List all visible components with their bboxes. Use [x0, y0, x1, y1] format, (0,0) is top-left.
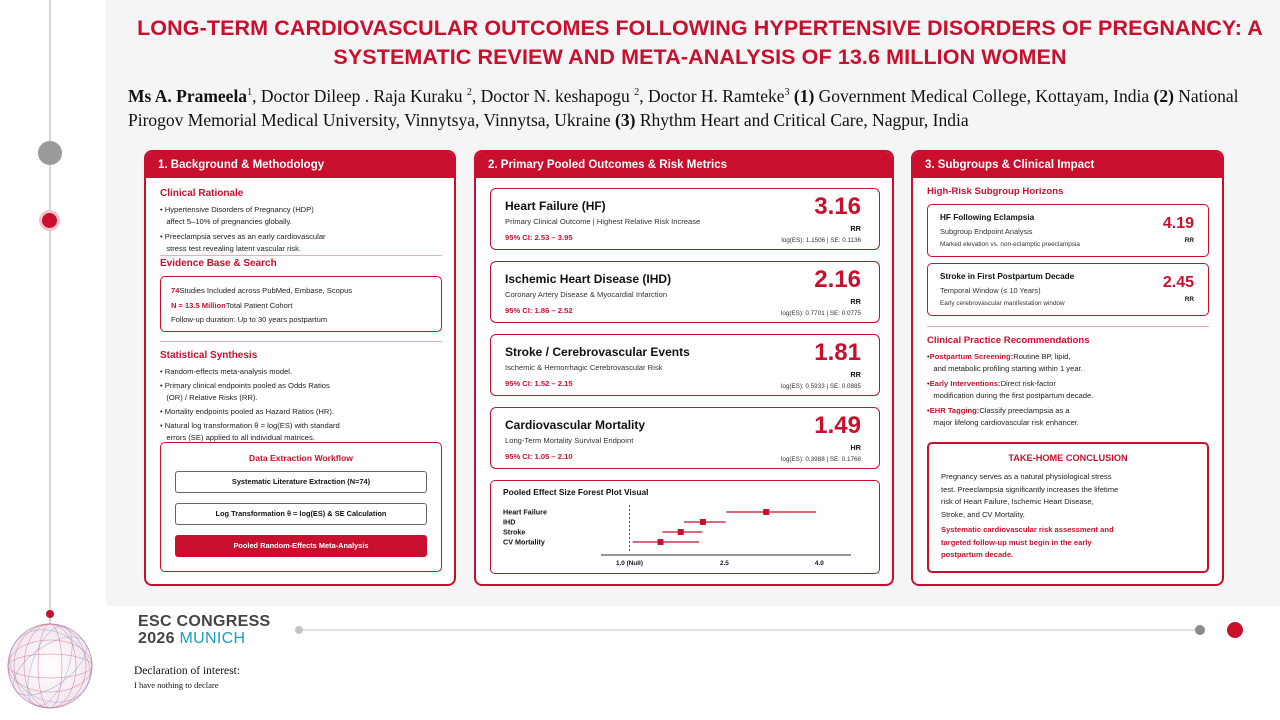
data-extraction-workflow [160, 442, 442, 572]
synthesis-bullet-2: • Primary clinical endpoints pooled as Odds Ratios (OR) / Relative Risks (RR). [160, 381, 330, 402]
workflow-title: Data Extraction Workflow [249, 453, 353, 463]
forest-point-estimate [678, 529, 684, 535]
cohort-size: N ≈ 13.5 MillionTotal Patient Cohort [171, 301, 293, 310]
forest-tick-label: 4.0 [814, 560, 824, 567]
outcome-subtitle: Long-Term Mortality Survival Endpoint [505, 436, 634, 445]
subgroup-title: High-Risk Subgroup Horizons [927, 186, 1064, 197]
forest-row-label: IHD [503, 517, 516, 527]
forest-point-estimate [700, 519, 706, 525]
outcome-value: 1.81 [814, 339, 861, 366]
forest-plot [491, 481, 879, 573]
declaration-text: I have nothing to declare [134, 680, 219, 690]
footer-progress-line [298, 629, 1200, 631]
column-header: 1. Background & Methodology [146, 152, 454, 178]
outcome-subtitle: Ischemic & Hemorrhagic Cerebrovascular Risk [505, 363, 663, 372]
outcome-name: Cardiovascular Mortality [505, 418, 646, 432]
conclusion-call-to-action: Systematic cardiovascular risk assessment and targeted follow-up must begin in the early postpartum decade. [941, 525, 1114, 559]
subgroups-impact-column [911, 150, 1224, 586]
synthesis-bullet-3: • Mortality endpoints pooled as Hazard Ratios (HR). [160, 407, 335, 416]
recommendation-postpartum-screening: •Postpartum Screening:Routine BP, lipid, and metabolic profiling starting within 1 year. [927, 352, 1083, 373]
forest-tick-label: 1.0 (Null) [615, 560, 643, 567]
forest-plot-panel [490, 480, 880, 574]
outcome-log-se: log(ES): 0.7701 | SE: 0.0775 [780, 310, 861, 317]
outcome-log-se: log(ES): 0.3988 | SE: 0.1768 [780, 456, 861, 463]
synthesis-bullet-4: • Natural log transformation θ = log(ES) with standard errors (SE) applied to all individual matrices. [160, 421, 340, 442]
subgroup-note: Early cerebrovascular manifestation window [940, 300, 1065, 307]
statistical-synthesis-title: Statistical Synthesis [160, 350, 258, 361]
subgroup-unit: RR [1184, 237, 1194, 244]
outcome-log-se: log(ES): 0.5933 | SE: 0.0885 [780, 383, 861, 390]
outcome-unit: RR [850, 297, 861, 306]
outcome-card-heart-failure [490, 188, 880, 250]
evidence-base-title: Evidence Base & Search [160, 258, 277, 269]
subgroup-value: 4.19 [1162, 215, 1194, 232]
studies-count: 74Studies Included across PubMed, Embase, Scopus [171, 286, 353, 295]
primary-outcomes-column [474, 150, 894, 586]
congress-year-city: 2026 MUNICH [138, 630, 246, 647]
outcome-log-se: log(ES): 1.1506 | SE: 0.1136 [781, 237, 861, 244]
subgroup-name: Stroke in First Postpartum Decade [940, 272, 1075, 281]
timeline-dot-small [46, 610, 54, 618]
outcome-card-cv-mortality [490, 407, 880, 469]
authors-line: Ms A. Prameela$^1$, Doctor Dileep . Raja Kuraku $^2$, Doctor N. keshapogu $^2$, Doctor H. Ramteke$^3$ (1) Government Medical College, Kottayam, India (2) National Pirogov Memorial Medical University, Vinnytsya, Vinnytsa, Ukraine (3) Rhythm Heart and Critical Care, Nagpur, India [128, 86, 1239, 130]
conclusion-title: TAKE-HOME CONCLUSION [1008, 453, 1128, 463]
subgroup-unit: RR [1184, 296, 1194, 303]
esc-congress-logo [138, 613, 271, 647]
subgroup-card-stroke-decade [927, 263, 1209, 316]
subgroup-subtitle: Subgroup Endpoint Analysis [940, 227, 1033, 236]
forest-row-label: CV Mortality [503, 537, 545, 547]
forest-point-estimate [657, 539, 663, 545]
forest-plot-title: Pooled Effect Size Forest Plot Visual [503, 487, 649, 497]
outcome-subtitle: Coronary Artery Disease & Myocardial Infarction [505, 290, 668, 299]
footer-dot-start [295, 626, 303, 634]
outcome-ci: 95% CI: 1.52 – 2.15 [505, 379, 573, 388]
divider [160, 341, 442, 342]
forest-point-estimate [763, 509, 769, 515]
outcome-ci: 95% CI: 1.86 – 2.52 [505, 306, 573, 315]
declaration-title: Declaration of interest: [134, 665, 241, 677]
outcome-card-stroke [490, 334, 880, 396]
outcome-card-ihd [490, 261, 880, 323]
outcome-unit: HR [850, 443, 861, 452]
globe-icon [6, 622, 94, 710]
outcome-value: 3.16 [814, 193, 861, 220]
workflow-step-log-transform: Log Transformation θ = log(ES) & SE Calculation [175, 503, 427, 525]
rationale-bullet-1: • Hypertensive Disorders of Pregnancy (HDP) affect 5–10% of pregnancies globally. [160, 205, 314, 226]
column-header: 2. Primary Pooled Outcomes & Risk Metrics [476, 152, 892, 178]
outcome-name: Heart Failure (HF) [505, 199, 606, 213]
subgroup-value: 2.45 [1162, 274, 1194, 291]
outcome-ci: 95% CI: 2.53 – 3.95 [505, 233, 573, 242]
outcome-value: 2.16 [814, 266, 861, 293]
footer-dot-red [1227, 622, 1243, 638]
outcome-unit: RR [850, 224, 861, 233]
column-header: 3. Subgroups & Clinical Impact [913, 152, 1222, 178]
outcome-ci: 95% CI: 1.05 – 2.10 [505, 452, 573, 461]
recommendation-early-interventions: •Early Interventions:Direct risk-factor modification during the first postpartum decade. [927, 379, 1094, 400]
forest-row-label: Stroke [503, 527, 526, 537]
timeline-dot-active [42, 213, 57, 228]
subgroup-note: Marked elevation vs. non-eclamptic preeclampsia [940, 241, 1080, 248]
background-methodology-column [144, 150, 456, 586]
evidence-box [160, 276, 442, 332]
follow-up-duration: Follow-up duration: Up to 30 years postpartum [171, 315, 328, 324]
outcome-name: Ischemic Heart Disease (IHD) [505, 272, 672, 286]
congress-name: ESC CONGRESS [138, 613, 271, 630]
outcome-value: 1.49 [814, 412, 861, 439]
workflow-step-extraction: Systematic Literature Extraction (N=74) [175, 471, 427, 493]
subgroup-name: HF Following Eclampsia [940, 213, 1035, 222]
recommendations-title: Clinical Practice Recommendations [927, 335, 1090, 346]
take-home-conclusion [927, 442, 1209, 573]
poster-title: LONG-TERM CARDIOVASCULAR OUTCOMES FOLLOWING HYPERTENSIVE DISORDERS OF PREGNANCY: A SYSTEMATIC REVIEW AND META-ANALYSIS OF 13.6 MILLION WOMEN [137, 16, 1263, 69]
subgroup-card-hf-eclampsia [927, 204, 1209, 257]
footer-dot-gray [1195, 625, 1205, 635]
forest-tick-label: 2.5 [719, 560, 729, 567]
conclusion-text: Pregnancy serves as a natural physiological stress test. Preeclampsia significantly increases the lifetime risk of Heart Failure, Ischemic Heart Disease, Stroke, and CV Mortality. [941, 472, 1119, 519]
recommendation-ehr-tagging: •EHR Tagging:Classify preeclampsia as a major lifelong cardiovascular risk enhancer. [927, 406, 1079, 427]
forest-row-label: Heart Failure [503, 507, 547, 517]
outcome-unit: RR [850, 370, 861, 379]
subgroup-subtitle: Temporal Window (≤ 10 Years) [940, 286, 1041, 295]
divider [927, 326, 1209, 327]
timeline-line [49, 0, 51, 640]
rationale-bullet-2: • Preeclampsia serves as an early cardiovascular stress test revealing latent vascular risk. [160, 232, 326, 253]
outcome-name: Stroke / Cerebrovascular Events [505, 345, 690, 359]
clinical-rationale-title: Clinical Rationale [160, 188, 244, 199]
synthesis-bullet-1: • Random-effects meta-analysis model. [160, 367, 293, 376]
timeline-dot-gray [38, 141, 62, 165]
divider [160, 255, 442, 256]
outcome-subtitle: Primary Clinical Outcome | Highest Relative Risk Increase [505, 217, 701, 226]
workflow-step-pooled-analysis: Pooled Random-Effects Meta-Analysis [175, 535, 427, 557]
